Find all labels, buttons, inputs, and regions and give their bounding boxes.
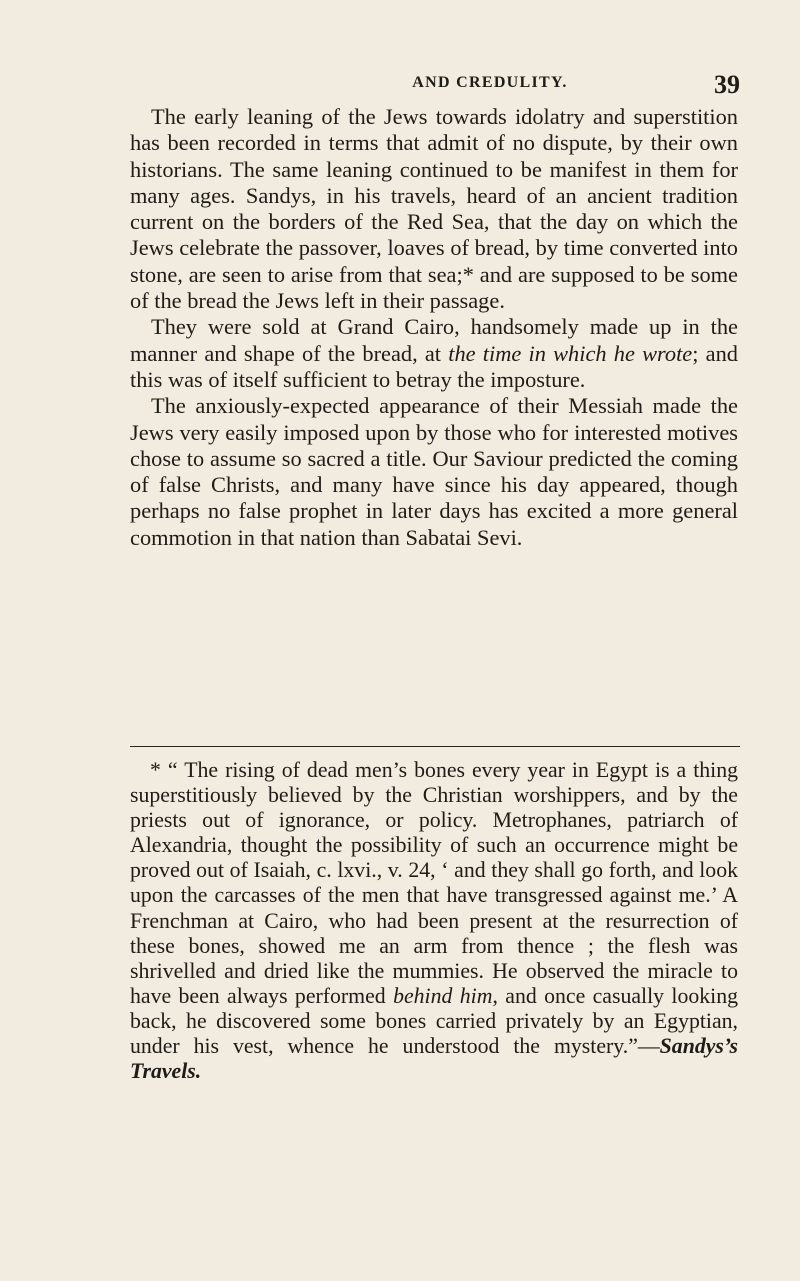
paragraph-sandys-tradition xyxy=(130,104,738,314)
paragraph-2-start: They were sold at Grand Cairo, handsomely made up in the manner and shape of the bread, at xyxy=(130,314,738,366)
footnote-marker: * xyxy=(150,758,161,782)
main-text xyxy=(130,104,738,551)
paragraph-2-italic: the time in which he wrote xyxy=(448,340,693,366)
footnote-text-start: “ The rising of dead men’s bones every year in Egypt is a thing superstitiously believed by the Christian worshippers, and by the priests out of ignorance, or policy. Metrophanes, patriarch of Alexandria, thought the possibility of such an occurrence might be proved out of Isaiah, c. lxvi., v. 24, ‘ and they shall go forth, and look upon the carcasses of the men that have transgressed against me.’ A Frenchman at Cairo, who had been present at the resurrection of these bones, showed me an arm from thence ; the flesh was shrivelled and dried like the mummies. He observed the miracle to have been always performed xyxy=(130,758,738,1008)
page-number: 39 xyxy=(714,70,740,99)
footnote-text-mid: , and once casually looking back, he discovered some bones carried privately by an Egyptian, under his vest, whence he understood the mystery.”— xyxy=(130,983,739,1059)
footnote-italic: behind him xyxy=(393,983,493,1008)
paragraph-grand-cairo xyxy=(130,314,738,393)
footnote xyxy=(130,758,738,1084)
footnote-source: Sandys’s Travels. xyxy=(130,1034,738,1084)
footnote-divider xyxy=(130,746,740,747)
page-header xyxy=(130,70,740,102)
footnote-reference: * xyxy=(462,261,474,287)
paragraph-messiah: The anxiously-expected appearance of their Messiah made the Jews very easily imposed upon by those who for interested motives chose to assume so sacred a title. Our Saviour predicted the coming of false Christs, and many have since his day appeared, though perhaps no false prophet in later days has excited a more general commotion in that nation than Sabatai Sevi. xyxy=(130,393,738,550)
running-head: AND CREDULITY. xyxy=(412,74,568,91)
paragraph-1-end: and are supposed to be some of the bread the Jews left in their passage. xyxy=(130,261,738,314)
paragraph-2-end: ; and this was of itself sufficient to betray the imposture. xyxy=(130,340,738,392)
paragraph-1-text: The early leaning of the Jews towards idolatry and superstition has been recorded in terms that admit of no dispute, by their own historians. The same leaning continued to be manifest in them for many ages. Sandys, in his travels, heard of an ancient tradition current on the borders of the Red Sea, that the day on which the Jews celebrate the passover, loaves of bread, by time converted into stone, are seen to arise from that sea; xyxy=(130,104,738,287)
footnote-paragraph xyxy=(130,758,738,1084)
